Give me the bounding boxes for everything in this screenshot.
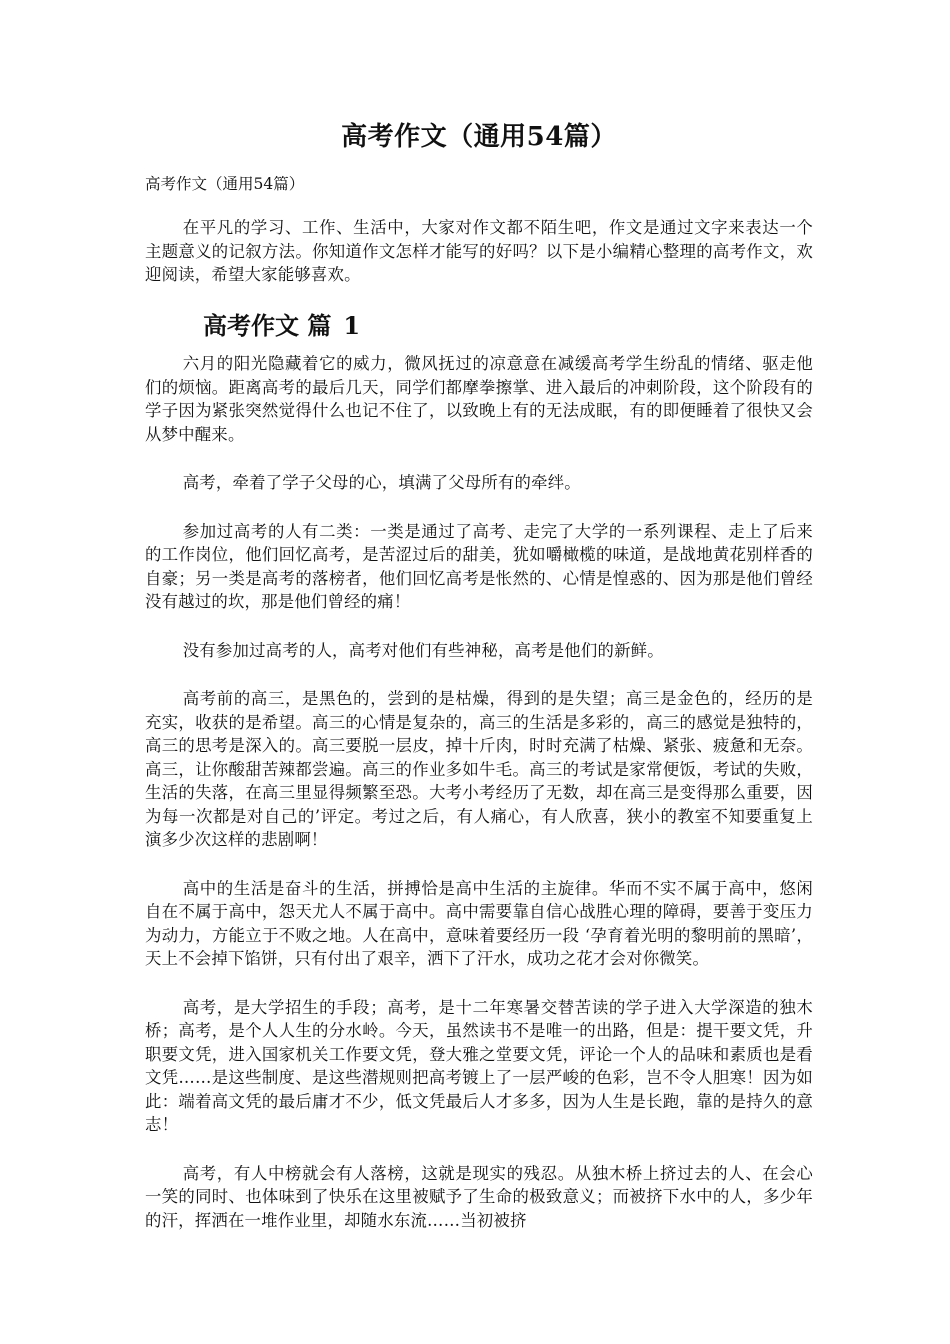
- intro-paragraph: 在平凡的学习、工作、生活中，大家对作文都不陌生吧，作文是通过文字来表达一个主题意义的记叙方法。你知道作文怎样才能写的好吗？以下是小编精心整理的高考作文，欢迎阅读，希望大家能够喜欢。: [145, 218, 813, 284]
- paragraph: 参加过高考的人有二类：一类是通过了高考、走完了大学的一系列课程、走上了后来的工作岗位，他们回忆高考，是苦涩过后的甜美，犹如嚼橄榄的味道，是战地黄花别样香的自豪；另一类是高考的落榜者，他们回忆高考是怅然的、心情是惶惑的、因为那是他们曾经没有越过的坎，那是他们曾经的痛！: [145, 521, 813, 611]
- paragraph: 高考前的高三，是黑色的，尝到的是枯燥，得到的是失望；高三是金色的，经历的是充实，收获的是希望。高三的心情是复杂的，高三的生活是多彩的，高三的感觉是独特的，高三的思考是深入的。高三要脱一层皮，掉十斤肉，时时充满了枯燥、紧张、疲惫和无奈。高三，让你酸甜苦辣都尝遍。高三的作业多如牛毛。高三的考试是家常便饭，考试的失败，生活的失落，在高三里显得频繁至恐。大考小考经历了无数，却在高三是变得那么重要，因为每一次都是对自己的’评定。考过之后，有人痛心，有人欣喜，狭小的教室不知要重复上演多少次这样的悲剧啊！: [145, 689, 813, 849]
- essay-body: [145, 352, 813, 1257]
- paragraph: 没有参加过高考的人，高考对他们有些神秘，高考是他们的新鲜。: [182, 640, 664, 660]
- intro-block: [145, 216, 813, 312]
- paragraph: 六月的阳光隐藏着它的威力，微风抚过的凉意意在减缓高考学生纷乱的情绪、驱走他们的烦恼。距离高考的最后几天，同学们都摩拳擦掌、进入最后的冲刺阶段，这个阶段有的学子因为紧张突然觉得什么也记不住了，以致晚上有的无法成眠，有的即便睡着了很快又会从梦中醒来。: [145, 354, 813, 444]
- document-title: 高考作文（通用54篇）: [341, 122, 617, 152]
- section-heading-number: 1: [343, 311, 361, 340]
- document-subtitle: 高考作文（通用54篇）: [145, 175, 305, 193]
- paragraph: 高考，是大学招生的手段；高考，是十二年寒暑交替苦读的学子进入大学深造的独木桥；高考，是个人人生的分水岭。今天，虽然读书不是唯一的出路，但是：提干要文凭，升职要文凭，进入国家机关工作要文凭，登大雅之堂要文凭，评论一个人的品味和素质也是看文凭……是这些制度、是这些潜规则把高考镀上了一层严峻的色彩，岂不令人胆寒！因为如此：端着高文凭的最后庸才不少，低文凭最后人才多多，因为人生是长跑，靠的是持久的意志！: [145, 997, 813, 1134]
- section-heading-label: 高考作文 篇: [203, 311, 332, 340]
- paragraph: 高考，牵着了学子父母的心，填满了父母所有的牵绊。: [182, 473, 581, 492]
- section-heading: [203, 306, 360, 341]
- paragraph: 高考，有人中榜就会有人落榜，这就是现实的残忍。从独木桥上挤过去的人、在会心一笑的同时、也体味到了快乐在这里被赋予了生命的极致意义；而被挤下水中的人，多少年的汗，挥洒在一堆作业里，却随水东流……当初被挤: [145, 1163, 813, 1230]
- paragraph: 高中的生活是奋斗的生活，拼搏恰是高中生活的主旋律。华而不实不属于高中，悠闲自在不属于高中，怨天尤人不属于高中。高中需要靠自信心战胜心理的障碍，要善于变压力为动力，方能立于不败之地。人在高中，意味着要经历一段 ‘孕育着光明的黎明前的黑暗’，天上不会掉下馅饼，只有付出了艰辛，洒下了汗水，成功之花才会对你微笑。: [145, 878, 813, 968]
